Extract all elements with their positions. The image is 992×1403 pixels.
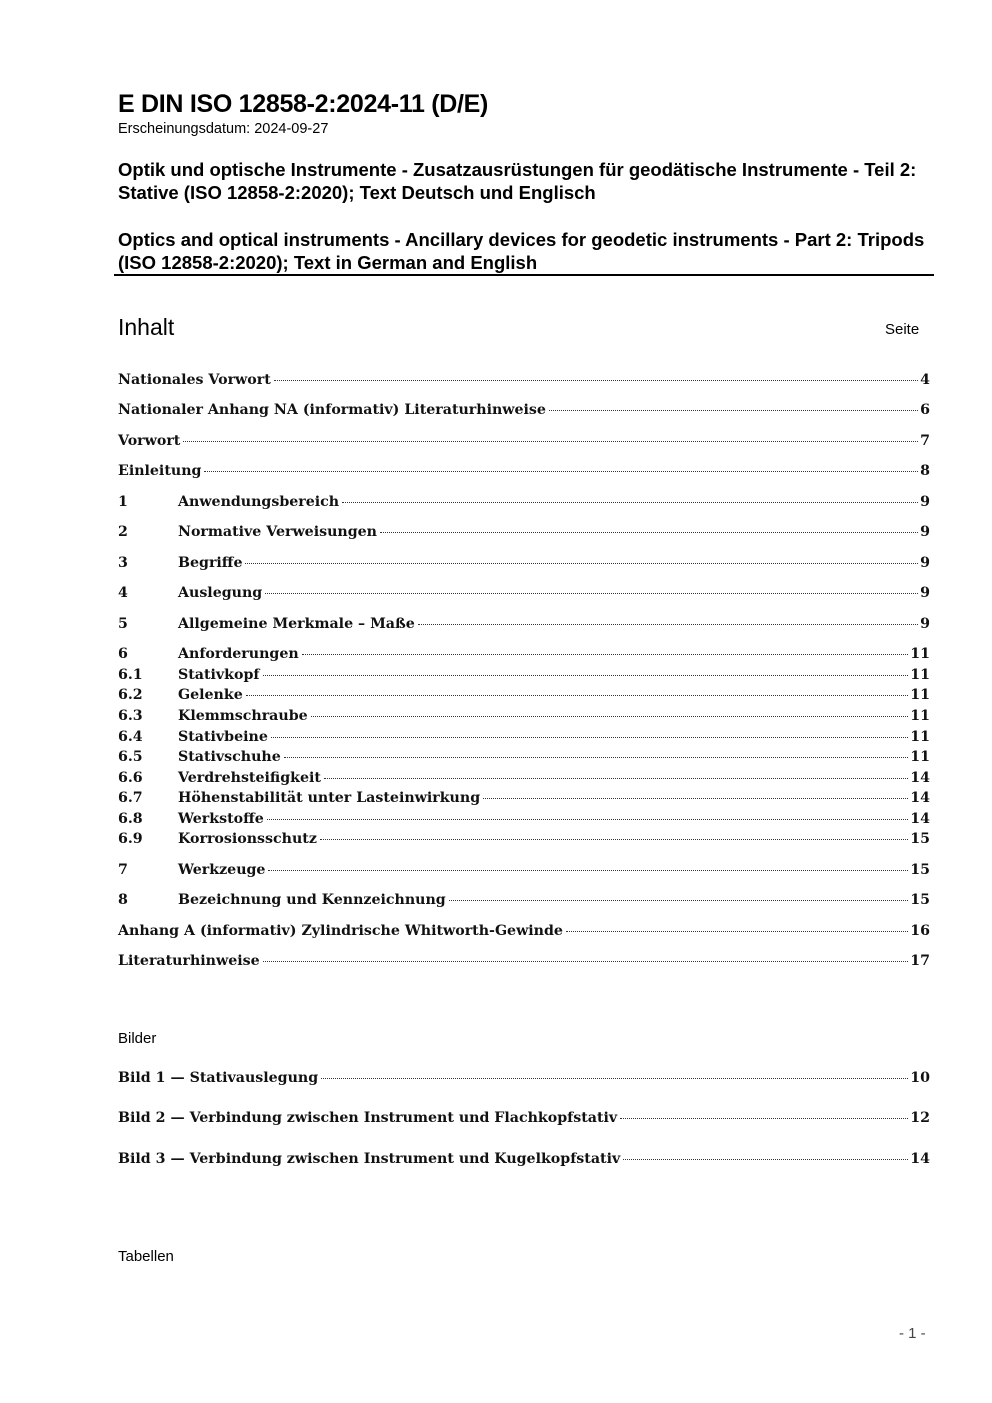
toc-entry-number: 6.1 bbox=[118, 667, 143, 683]
toc-entry-label: Stativbeine bbox=[178, 729, 268, 745]
dot-leader bbox=[566, 930, 908, 932]
dot-leader bbox=[311, 715, 909, 717]
toc-entry-label: Bild 2 — Verbindung zwischen Instrument und Flachkopfstativ bbox=[118, 1110, 618, 1126]
toc-entry-label: Normative Verweisungen bbox=[178, 524, 377, 540]
toc-entry-number: 6.8 bbox=[118, 811, 143, 827]
toc-entry-page: 8 bbox=[920, 463, 930, 479]
toc-entry[interactable] bbox=[118, 555, 930, 576]
tables-heading: Tabellen bbox=[118, 1248, 174, 1265]
toc-entry-label: Werkzeuge bbox=[178, 862, 266, 878]
toc-entry-label: Stativschuhe bbox=[178, 749, 281, 765]
toc-entry-page: 14 bbox=[910, 790, 930, 806]
toc-entry-page: 10 bbox=[910, 1070, 930, 1086]
title-german: Optik und optische Instrumente - Zusatzausrüstungen für geodätische Instrumente - Teil 2: Stative (ISO 12858-2:2020); Text Deutsch und Englisch bbox=[118, 159, 917, 203]
toc-entry-number: 6 bbox=[118, 646, 128, 662]
dot-leader bbox=[380, 531, 918, 533]
dot-leader bbox=[620, 1117, 908, 1119]
toc-entry-number: 1 bbox=[118, 494, 128, 510]
document-title: E DIN ISO 12858-2:2024-11 (D/E) bbox=[118, 90, 489, 118]
toc-entry[interactable] bbox=[118, 433, 930, 454]
toc-entry-label: Vorwort bbox=[118, 433, 181, 449]
toc-entry-label: Auslegung bbox=[178, 585, 263, 601]
toc-entry-label: Begriffe bbox=[178, 555, 243, 571]
toc-entry[interactable] bbox=[118, 831, 930, 852]
toc-entry[interactable] bbox=[118, 1151, 930, 1172]
toc-entry-page: 11 bbox=[910, 708, 930, 724]
dot-leader bbox=[271, 736, 908, 738]
toc-entry-label: Einleitung bbox=[118, 463, 202, 479]
toc-entry[interactable] bbox=[118, 402, 930, 423]
toc-entry-number: 2 bbox=[118, 524, 128, 540]
dot-leader bbox=[284, 756, 908, 758]
dot-leader bbox=[483, 797, 908, 799]
toc-entry-page: 7 bbox=[920, 433, 930, 449]
toc-entry[interactable] bbox=[118, 667, 930, 688]
dot-leader bbox=[204, 470, 918, 472]
toc-entry-number: 6.5 bbox=[118, 749, 143, 765]
toc-entry-number: 4 bbox=[118, 585, 128, 601]
toc-entry[interactable] bbox=[118, 729, 930, 750]
toc-entry-label: Verdrehsteifigkeit bbox=[178, 770, 321, 786]
toc-entry-page: 9 bbox=[920, 585, 930, 601]
dot-leader bbox=[246, 694, 909, 696]
title-divider bbox=[114, 274, 934, 276]
dot-leader bbox=[449, 899, 909, 901]
toc-entry[interactable] bbox=[118, 1110, 930, 1131]
toc-entry[interactable] bbox=[118, 687, 930, 708]
toc-entry[interactable] bbox=[118, 862, 930, 883]
toc-entry-label: Stativkopf bbox=[178, 667, 260, 683]
dot-leader bbox=[245, 562, 918, 564]
toc-entry-page: 14 bbox=[910, 1151, 930, 1167]
dot-leader bbox=[263, 960, 909, 962]
toc-entry[interactable] bbox=[118, 494, 930, 515]
toc-entry[interactable] bbox=[118, 749, 930, 770]
dot-leader bbox=[268, 869, 908, 871]
toc-entry[interactable] bbox=[118, 585, 930, 606]
dot-leader bbox=[274, 379, 918, 381]
toc-entry-page: 4 bbox=[920, 372, 930, 388]
toc-entry[interactable] bbox=[118, 372, 930, 393]
toc-entry-page: 6 bbox=[920, 402, 930, 418]
toc-entry[interactable] bbox=[118, 770, 930, 791]
toc-entry-page: 16 bbox=[910, 923, 930, 939]
toc-entry-number: 7 bbox=[118, 862, 128, 878]
dot-leader bbox=[263, 674, 909, 676]
toc-entry-page: 9 bbox=[920, 524, 930, 540]
toc-entry-label: Bild 1 — Stativauslegung bbox=[118, 1070, 319, 1086]
toc-entry-page: 11 bbox=[910, 749, 930, 765]
toc-entry-page: 11 bbox=[910, 687, 930, 703]
toc-entry-label: Anwendungsbereich bbox=[178, 494, 340, 510]
toc-entry[interactable] bbox=[118, 646, 930, 667]
toc-page-column-label: Seite bbox=[885, 321, 920, 338]
toc-entry-page: 11 bbox=[910, 667, 930, 683]
toc-entry-number: 6.9 bbox=[118, 831, 143, 847]
toc-entry-number: 6.7 bbox=[118, 790, 143, 806]
title-english: Optics and optical instruments - Ancillary devices for geodetic instruments - Part 2: Tripods (ISO 12858-2:2020); Text in German and English bbox=[118, 229, 925, 273]
toc-entry[interactable] bbox=[118, 953, 930, 974]
figures-heading: Bilder bbox=[118, 1030, 157, 1047]
toc-entry-number: 6.6 bbox=[118, 770, 143, 786]
toc-entry-label: Nationaler Anhang NA (informativ) Literaturhinweise bbox=[118, 402, 546, 418]
toc-entry-label: Anhang A (informativ) Zylindrische Whitworth-Gewinde bbox=[118, 923, 563, 939]
dot-leader bbox=[549, 409, 918, 411]
toc-entry-page: 9 bbox=[920, 555, 930, 571]
toc-entry-number: 3 bbox=[118, 555, 128, 571]
toc-entry-page: 14 bbox=[910, 811, 930, 827]
toc-entry-page: 11 bbox=[910, 646, 930, 662]
toc-entry-page: 9 bbox=[920, 494, 930, 510]
toc-entry-page: 15 bbox=[910, 862, 930, 878]
toc-entry[interactable] bbox=[118, 463, 930, 484]
dot-leader bbox=[183, 440, 918, 442]
toc-entry-label: Gelenke bbox=[178, 687, 243, 703]
toc-entry-label: Höhenstabilität unter Lasteinwirkung bbox=[178, 790, 481, 806]
toc-entry[interactable] bbox=[118, 1070, 930, 1091]
dot-leader bbox=[342, 501, 918, 503]
toc-entry-page: 14 bbox=[910, 770, 930, 786]
toc-entry-page: 15 bbox=[910, 831, 930, 847]
publication-date: Erscheinungsdatum: 2024-09-27 bbox=[118, 121, 329, 137]
toc-entry-label: Nationales Vorwort bbox=[118, 372, 271, 388]
toc-entry-page: 17 bbox=[910, 953, 930, 969]
toc-entry-number: 6.2 bbox=[118, 687, 143, 703]
toc-entry-number: 6.4 bbox=[118, 729, 143, 745]
dot-leader bbox=[267, 818, 908, 820]
dot-leader bbox=[418, 623, 918, 625]
toc-entry-number: 6.3 bbox=[118, 708, 143, 724]
dot-leader bbox=[302, 653, 909, 655]
toc-entry-label: Anforderungen bbox=[178, 646, 299, 662]
toc-entry-label: Literaturhinweise bbox=[118, 953, 260, 969]
toc-entry-page: 9 bbox=[920, 616, 930, 632]
toc-heading: Inhalt bbox=[118, 314, 175, 340]
toc-entry[interactable] bbox=[118, 892, 930, 913]
toc-entry-label: Korrosionsschutz bbox=[178, 831, 317, 847]
dot-leader bbox=[623, 1158, 908, 1160]
dot-leader bbox=[265, 592, 918, 594]
toc-entry-page: 11 bbox=[910, 729, 930, 745]
dot-leader bbox=[321, 1077, 908, 1079]
toc-entry[interactable] bbox=[118, 790, 930, 811]
toc-entry-label: Bezeichnung und Kennzeichnung bbox=[178, 892, 446, 908]
toc-entry-label: Klemmschraube bbox=[178, 708, 308, 724]
toc-entry-number: 5 bbox=[118, 616, 128, 632]
dot-leader bbox=[324, 777, 908, 779]
toc-entry[interactable] bbox=[118, 616, 930, 637]
dot-leader bbox=[320, 838, 908, 840]
toc-entry[interactable] bbox=[118, 524, 930, 545]
toc-entry-number: 8 bbox=[118, 892, 128, 908]
toc-entry-label: Allgemeine Merkmale – Maße bbox=[178, 616, 415, 632]
toc-entry-page: 12 bbox=[910, 1110, 930, 1126]
toc-entry[interactable] bbox=[118, 923, 930, 944]
page-number: - 1 - bbox=[899, 1325, 926, 1342]
toc-entry-label: Bild 3 — Verbindung zwischen Instrument und Kugelkopfstativ bbox=[118, 1151, 621, 1167]
toc-entry-page: 15 bbox=[910, 892, 930, 908]
toc-entry[interactable] bbox=[118, 708, 930, 729]
toc-entry-label: Werkstoffe bbox=[178, 811, 264, 827]
toc-entry[interactable] bbox=[118, 811, 930, 832]
